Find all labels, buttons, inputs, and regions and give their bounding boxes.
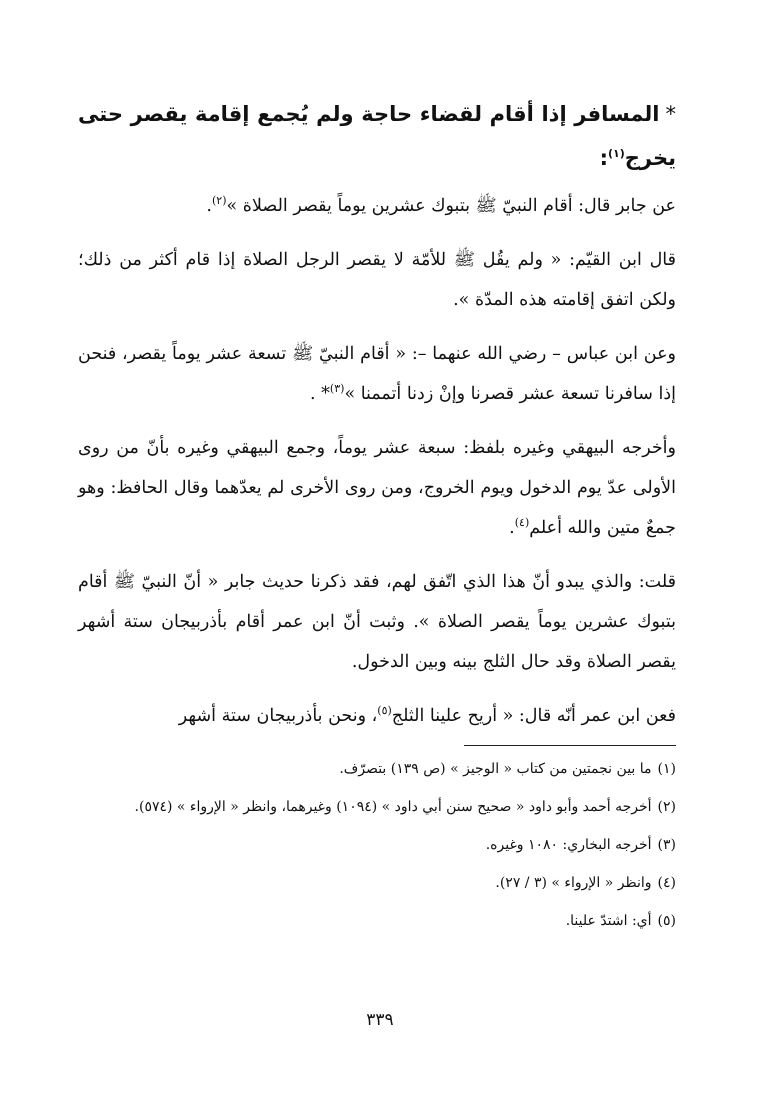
footnote-ref: (٤)	[514, 516, 530, 530]
paragraph-ibn-qayyim	[78, 240, 676, 320]
heading-colon: :	[599, 146, 608, 170]
paragraph-tail: ، ونحن بأذربيجان ستة أشهر	[178, 706, 378, 726]
footnote-text: ما بين نجمتين من كتاب « الوجيز » (ص ١٣٩) بتصرّف.	[339, 761, 652, 777]
paragraph-qultu	[78, 562, 676, 682]
paragraph-text: عن جابر قال: أقام النبيّ ﷺ بتبوك عشرين يوماً يقصر الصلاة »	[226, 196, 676, 216]
paragraph-text: فعن ابن عمر أنّه قال: « أريح علينا الثلج	[391, 706, 676, 726]
footnote-item	[78, 755, 676, 783]
footnote-number: (١)	[657, 761, 676, 777]
paragraph-tail: * .	[310, 384, 330, 404]
footnote-number: (٣)	[657, 837, 676, 853]
paragraph-text: قال ابن القيّم: « ولم يقُل ﷺ للأمّة لا يقصر الرجل الصلاة إذا قام أكثر من ذلك؛ ولكن اتفق إقامته هذه المدّة ».	[78, 250, 676, 310]
footnote-item	[78, 907, 676, 935]
footnote-number: (٥)	[657, 913, 676, 929]
main-text	[78, 92, 676, 750]
footnote-text: وانظر « الإرواء » (٣ / ٢٧).	[495, 875, 652, 891]
footnotes	[78, 755, 676, 945]
footnote-ref: (٣)	[329, 382, 345, 396]
paragraph-tail: .	[206, 196, 212, 216]
heading-text: المسافر إذا أقام لقضاء حاجة ولم يُجمع إقامة يقصر حتى يخرج	[78, 102, 676, 170]
footnote-number: (٢)	[657, 799, 676, 815]
section-heading	[78, 92, 676, 180]
footnote-ref: (٢)	[212, 194, 227, 208]
paragraph-ibn-abbas	[78, 334, 676, 414]
paragraph-ibn-umar	[78, 696, 676, 736]
footnote-item	[78, 869, 676, 897]
paragraph-text: وأخرجه البيهقي وغيره بلفظ: سبعة عشر يوماً، وجمع البيهقي وغيره بأنّ من روى الأولى عدّ يوم الدخول ويوم الخروج، ومن روى الأخرى لم يعدّهما وقال الحافظ: وهو جمعٌ متين والله أعلم	[78, 438, 676, 538]
footnote-item	[78, 793, 676, 821]
paragraph-tail: .	[509, 518, 515, 538]
paragraph-text: وعن ابن عباس – رضي الله عنهما –: « أقام النبيّ ﷺ تسعة عشر يوماً يقصر، فنحن إذا سافرنا تسعة عشر قصرنا وإنْ زدنا أتممنا »	[78, 344, 676, 404]
footnote-ref: (٥)	[377, 704, 392, 718]
paragraph-text: قلت: والذي يبدو أنّ هذا الذي اتّفق لهم، فقد ذكرنا حديث جابر « أنّ النبيّ ﷺ أقام بتبوك عشرين يوماً يقصر الصلاة ». وثبت أنّ ابن عمر أقام بأذربيجان ستة أشهر يقصر الصلاة وقد حال الثلج بينه وبين الدخول.	[78, 572, 676, 672]
footnote-text: أخرجه أحمد وأبو داود « صحيح سنن أبي داود » (١٠٩٤) وغيرهما، وانظر « الإرواء » (٥٧٤).	[134, 799, 652, 815]
paragraph-bayhaqi	[78, 428, 676, 548]
page-number: ٣٣٩	[366, 1010, 394, 1030]
asterisk-mark: *	[665, 102, 676, 126]
footnote-ref: (١)	[608, 147, 625, 160]
footnote-divider	[464, 745, 676, 746]
footnote-number: (٤)	[657, 875, 676, 891]
footnote-text: أي: اشتدّ علينا.	[565, 913, 652, 929]
footnote-item	[78, 831, 676, 859]
footnote-text: أخرجه البخاري: ١٠٨٠ وغيره.	[485, 837, 652, 853]
paragraph-jabir	[78, 186, 676, 226]
